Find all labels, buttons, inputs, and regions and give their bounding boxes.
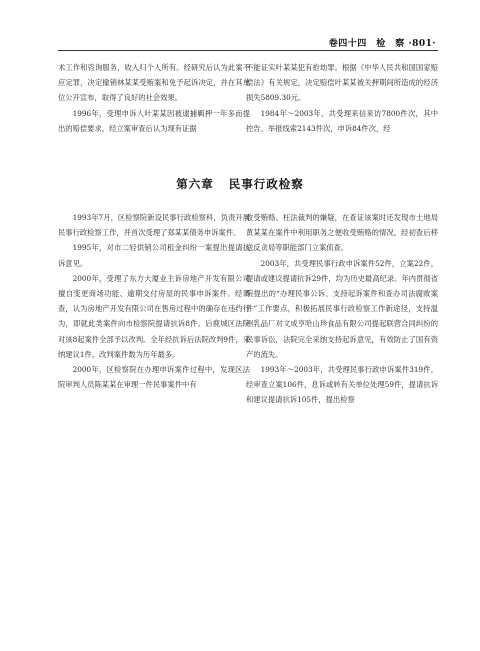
paragraph: 1993年7月，区检察院新设民事行政检察科，负责开展民事行政检察工作，并首次受理了郑某某债务申诉案件。 [58, 213, 250, 238]
text-column-top-left [58, 60, 250, 136]
paragraph: 1984年～2003年，共受理来信来访7800件次，其中控告、举报线索2143件次，申诉84件次，经 [246, 108, 438, 133]
paragraph: 2000年，区检察院在办理申诉案件过程中，发现区法院审判人员陈某某在审理一件民事案件中有 [58, 365, 250, 390]
paragraph: 1996年，受理申诉人叶某某因被逮捕羁押一年多而提出的赔偿要求，经立案审查后认为现有证据 [58, 108, 250, 133]
running-title: 卷四十四 检 察 [328, 39, 405, 49]
text-column-top-right [246, 60, 438, 136]
chapter-number: 第六章 [176, 177, 214, 191]
chapter-heading [0, 176, 480, 192]
text-column-bottom-right [246, 210, 438, 408]
running-header [329, 36, 436, 49]
chapter-title: 民事行政检察 [228, 177, 304, 191]
paragraph: 2000年，受理了东方大厦业主诉房地产开发有限公司擅自变更商场功能、逾期交付房屋的民事申诉案件。经调查，认为房地产开发有限公司在售房过程中的确存在违约行为，即就此类案件向市检察院提请抗诉8件。后鹿城区法院对该8起案件全部予以改判。全年经抗诉后法院改判9件，采纳建议1件，改判案件数为历年最多。 [58, 273, 250, 359]
paragraph: 术工作和咨询服务，收入归个人所有。经研究后认为此案不应定罪，决定撤销林某某受贿案和免予起诉决定，并在其单位公开宣布，取得了良好的社会效果。 [58, 63, 250, 103]
paragraph: 不能证实叶某某犯有抢劫罪。根据《中华人民共和国国家赔偿法》有关规定，决定赔偿叶某某被关押期间所造成的经济损失5809.30元。 [246, 63, 438, 103]
header-rule [58, 50, 438, 51]
text-column-bottom-left [58, 210, 250, 392]
paragraph: 2003年，共受理民事行政申诉案件52件，立案22件，提请或建议提请抗诉29件，均为历史最高纪录。年内贯彻省院提出的“办理民事公诉、支持起诉案件和查办司法腐败案件”工作要点，积极拓展民事行政检察工作新途径，支持温州乳品厂对文成亨哈山珍食品有限公司提起联营合同纠纷的民事诉讼，法院完全采纳支持起诉意见，有效防止了国有资产的流失。 [246, 258, 438, 359]
paragraph: 1995年，对市二轻供销公司租金纠纷一案提出提请抗诉意见。 [58, 243, 250, 268]
paragraph: 收受贿赂、枉法裁判的嫌疑，在查证该案时还发现市土地局黄某某在案件中利用职务之便收受贿赂的情况，经初查后移送反贪局等职能部门立案侦查。 [246, 213, 438, 253]
paragraph: 1993年～2003年，共受理民事行政申诉案件319件，经审查立案106件，息诉或转有关单位处理59件，提请抗诉和建议提请抗诉105件，提出检察 [246, 365, 438, 405]
page-number: ·801· [408, 39, 436, 49]
